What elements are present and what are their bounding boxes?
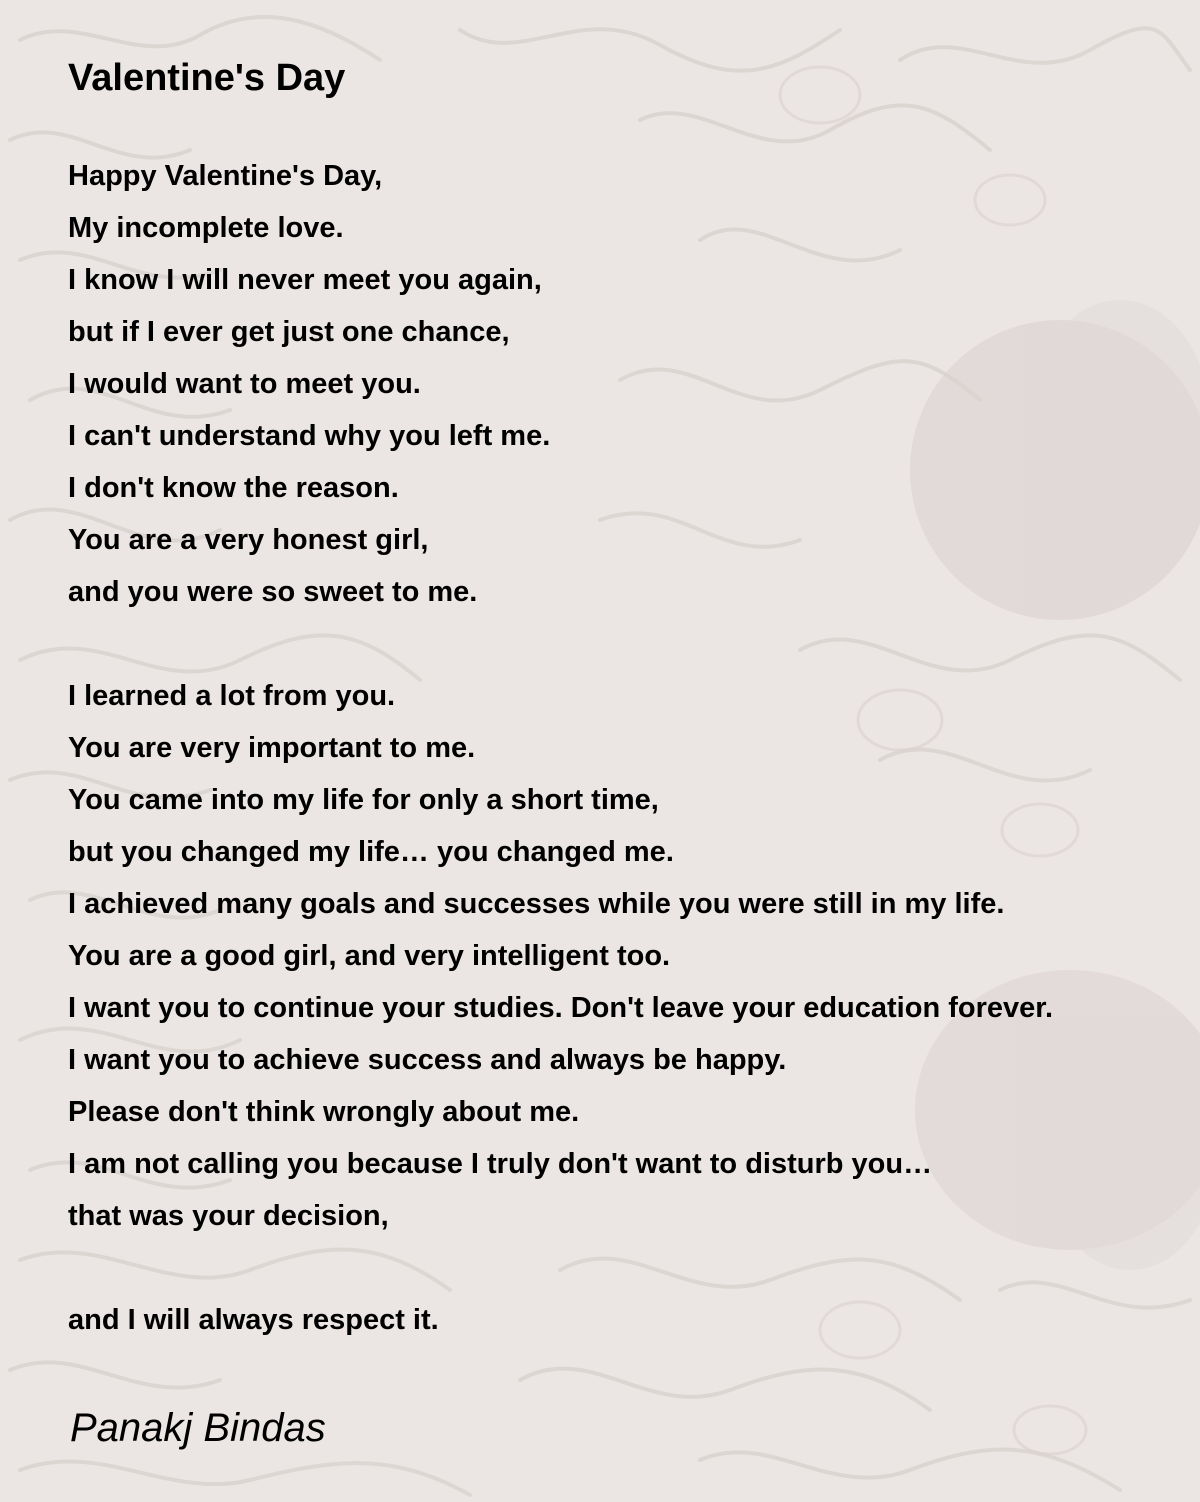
poem-line: I want you to continue your studies. Don't leave your education forever. [68, 992, 1054, 1024]
poem-line: I know I will never meet you again, [68, 264, 542, 296]
poem-line: but if I ever get just one chance, [68, 316, 510, 348]
poem-line: I would want to meet you. [68, 368, 421, 400]
poem-line: You are very important to me. [68, 732, 476, 764]
poem-stanza [68, 1294, 1193, 1346]
poem-author: Panakj Bindas [70, 1406, 326, 1450]
poem-body [68, 150, 1193, 1346]
poem-stanza [68, 150, 1193, 618]
poem-line: I achieved many goals and successes while you were still in my life. [68, 888, 1005, 920]
poem-line: Please don't think wrongly about me. [68, 1096, 580, 1128]
poem-line: but you changed my life… you changed me. [68, 836, 674, 868]
poem-line: I want you to achieve success and always be happy. [68, 1044, 787, 1076]
poem-stanza [68, 670, 1193, 1242]
poem-line: Happy Valentine's Day, [68, 160, 383, 192]
poem-line: I can't understand why you left me. [68, 420, 551, 452]
poem-line: You are a very honest girl, [68, 524, 429, 556]
poem-line: and I will always respect it. [68, 1304, 439, 1336]
poem-line: You came into my life for only a short time, [68, 784, 659, 816]
poem-line: I learned a lot from you. [68, 680, 396, 712]
poem-line: You are a good girl, and very intelligent too. [68, 940, 671, 972]
poem-line: and you were so sweet to me. [68, 576, 478, 608]
poem-line: My incomplete love. [68, 212, 344, 244]
poem-line: I am not calling you because I truly don't want to disturb you… [68, 1148, 933, 1180]
poem-line: that was your decision, [68, 1200, 389, 1232]
poem-line: I don't know the reason. [68, 472, 399, 504]
poem-title: Valentine's Day [68, 57, 346, 99]
